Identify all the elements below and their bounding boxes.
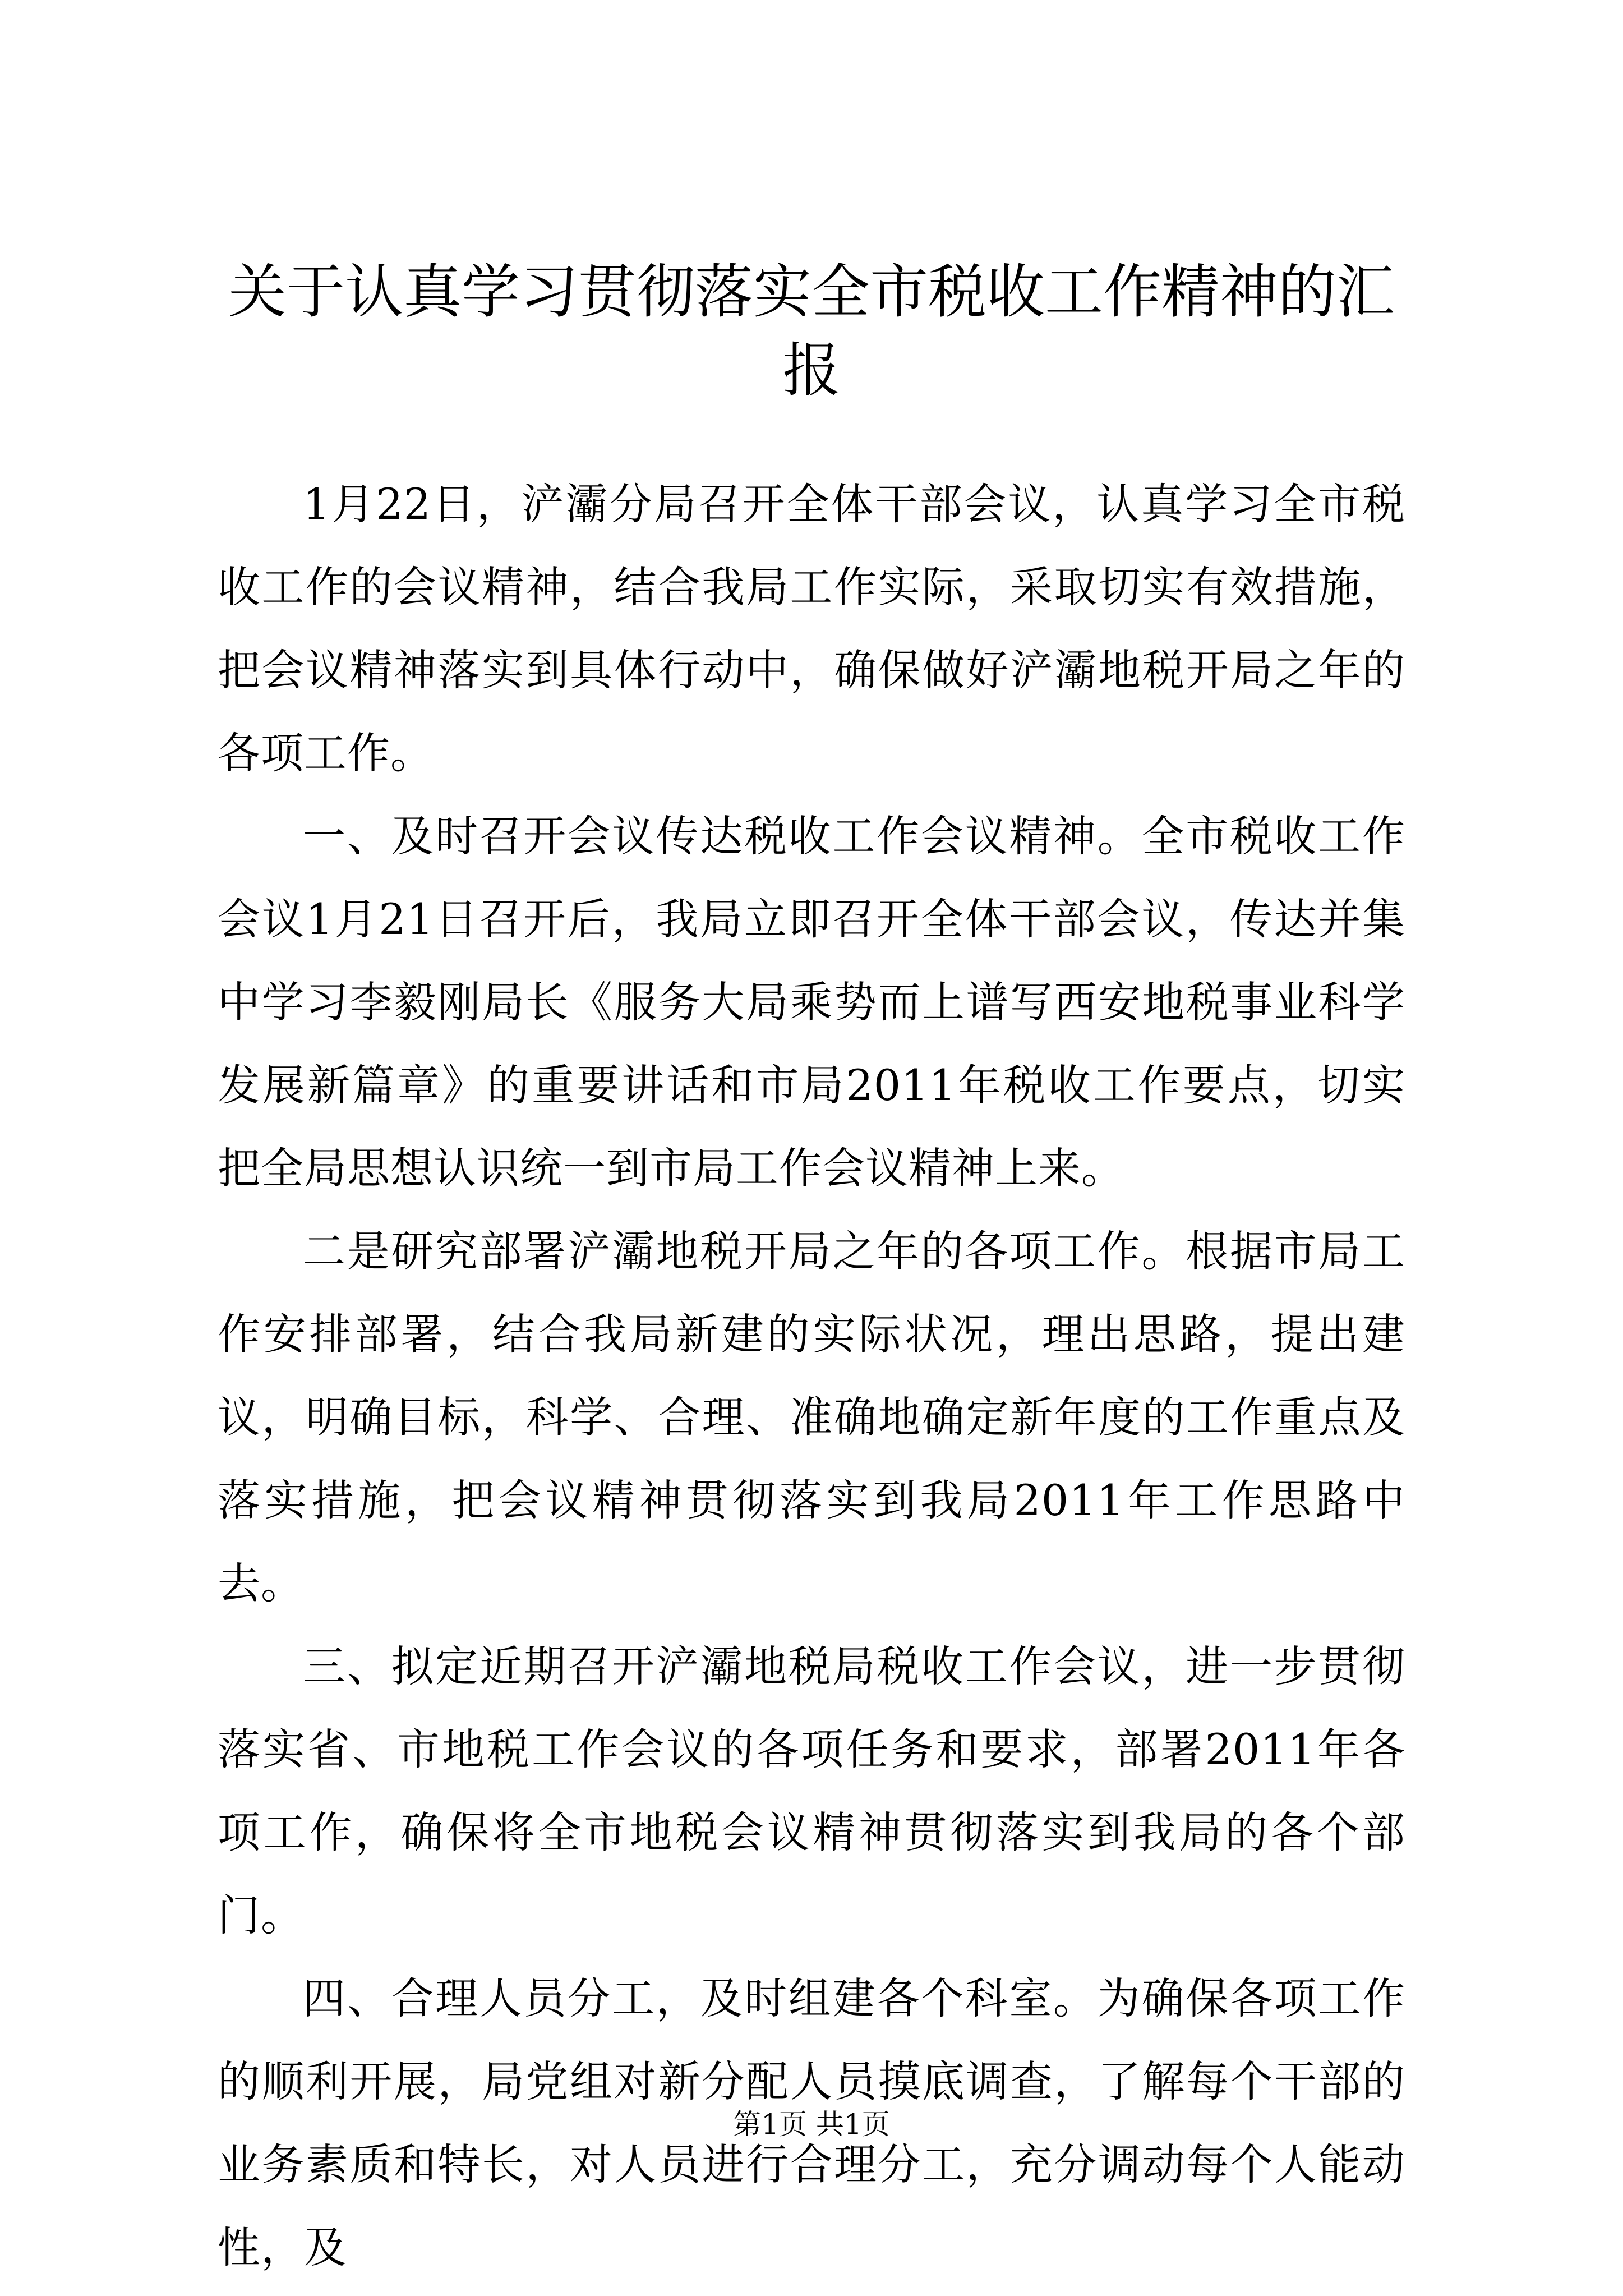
paragraph-section-3: 三、拟定近期召开浐灞地税局税收工作会议，进一步贯彻落实省、市地税工作会议的各项任务和要求，部署2011年各项工作，确保将全市地税会议精神贯彻落实到我局的各个部门。 — [218, 1641, 1405, 1940]
paragraph-section-4: 四、合理人员分工，及时组建各个科室。为确保各项工作的顺利开展，局党组对新分配人员摸底调查，了解每个干部的业务素质和特长，对人员进行合理分工，充分调动每个人能动性，及 — [218, 1973, 1405, 2272]
page-number-footer: 第1页 共1页 — [733, 2108, 890, 2141]
paragraph-section-2: 二是研究部署浐灞地税开局之年的各项工作。根据市局工作安排部署，结合我局新建的实际状况，理出思路，提出建议，明确目标，科学、合理、准确地确定新年度的工作重点及落实措施，把会议精神贯彻落实到我局2011年工作思路中去。 — [218, 1226, 1405, 1608]
paragraph-intro: 1月22日，浐灞分局召开全体干部会议，认真学习全市税收工作的会议精神，结合我局工作实际，采取切实有效措施，把会议精神落实到具体行动中，确保做好浐灞地税开局之年的各项工作。 — [218, 479, 1405, 778]
paragraph-section-1: 一、及时召开会议传达税收工作会议精神。全市税收工作会议1月21日召开后，我局立即召开全体干部会议，传达并集中学习李毅刚局长《服务大局乘势而上谱写西安地税事业科学发展新篇章》的重要讲话和市局2011年税收工作要点，切实把全局思想认识统一到市局工作会议精神上来。 — [218, 811, 1405, 1193]
document-title: 关于认真学习贯彻落实全市税收工作精神的汇报 — [228, 257, 1395, 404]
document-body — [218, 463, 1405, 2289]
